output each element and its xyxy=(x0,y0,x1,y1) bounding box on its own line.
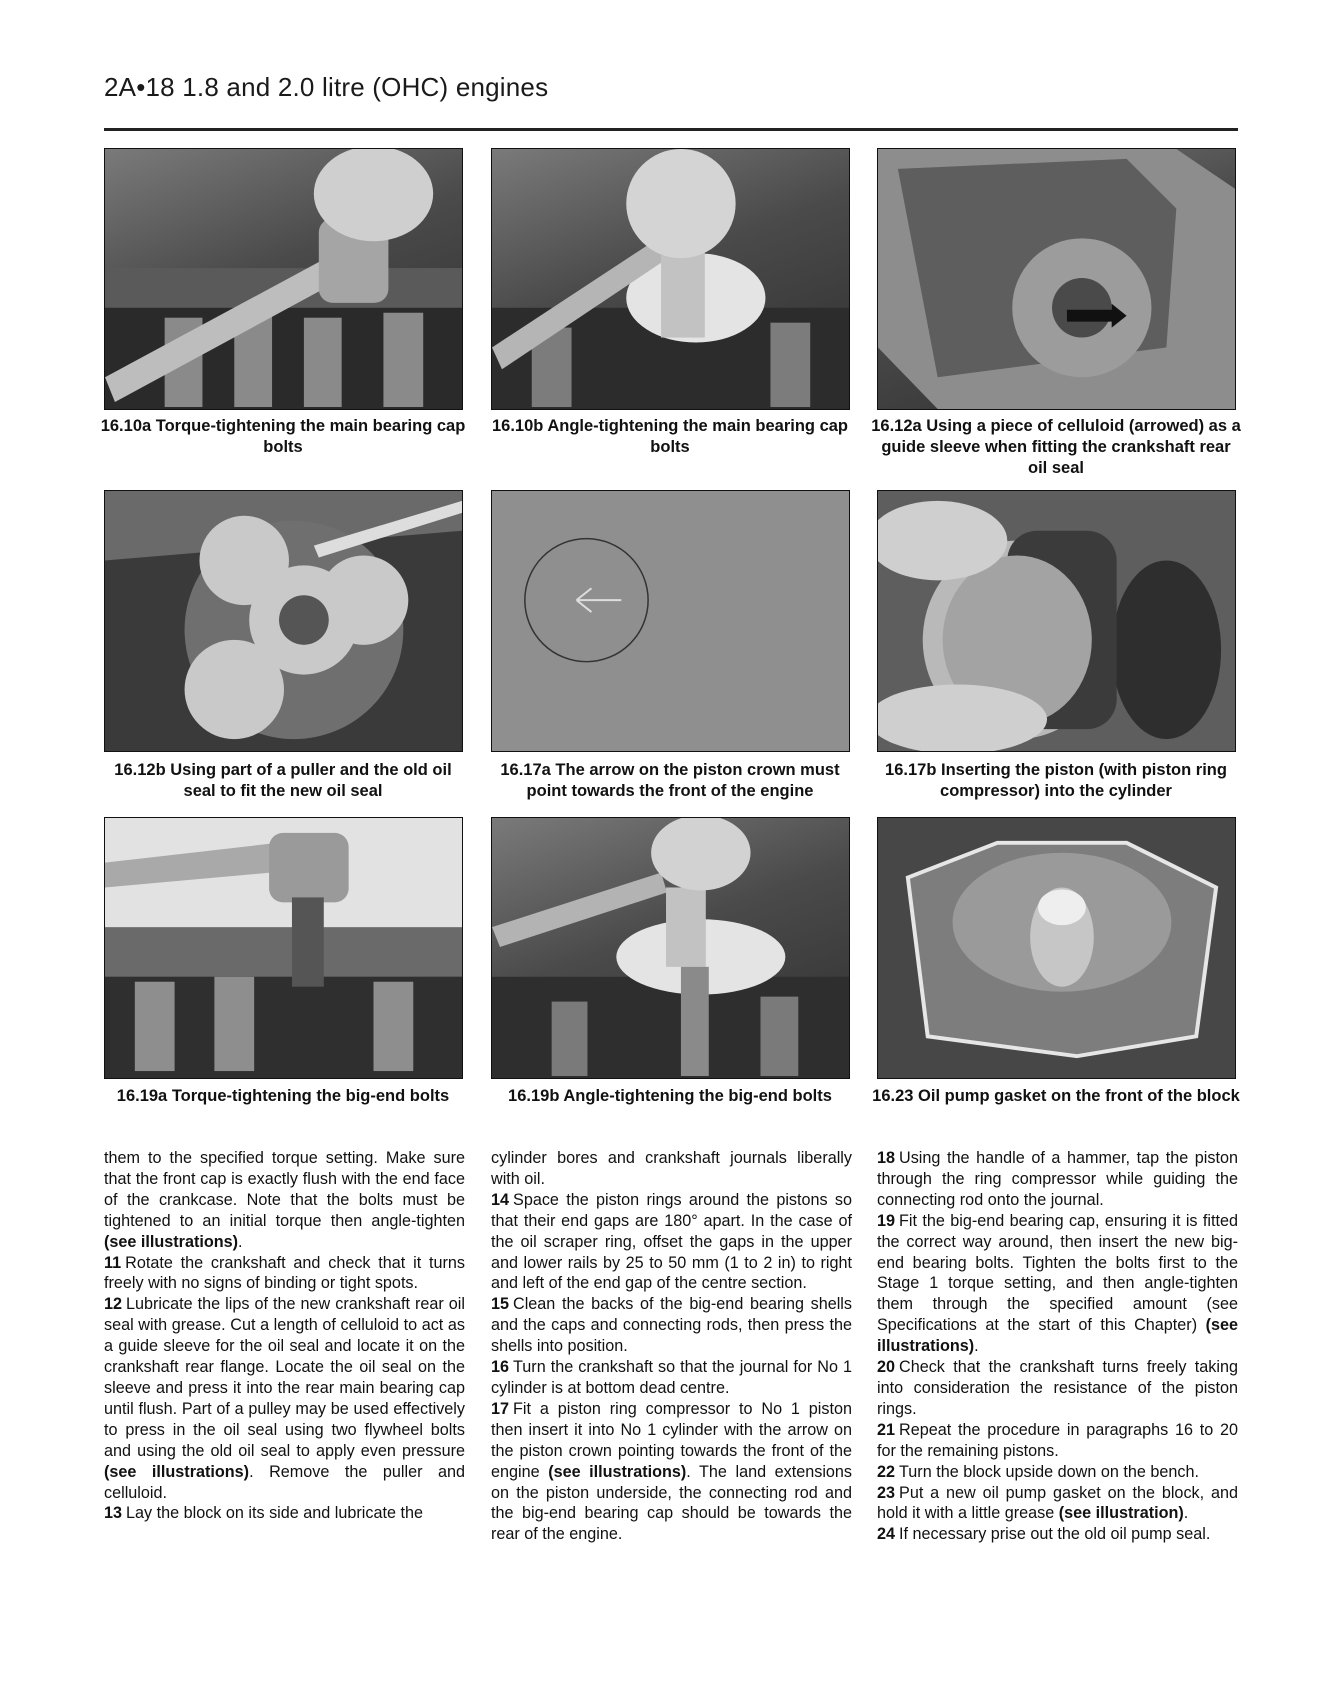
paragraph-text: Rotate the crankshaft and check that it turns freely with no signs of binding or tight spots. xyxy=(104,1253,465,1293)
paragraph xyxy=(104,1148,465,1253)
figure-caption: 16.10a Torque-tightening the main bearing cap bolts xyxy=(100,417,466,456)
paragraph-text: Check that the crankshaft turns freely taking into consideration the resistance of the piston rings. xyxy=(877,1358,1238,1418)
paragraph xyxy=(491,1148,852,1190)
paragraph-number: 22 xyxy=(877,1462,896,1481)
paragraph xyxy=(877,1357,1238,1420)
figure-16-19b-photo xyxy=(491,817,850,1079)
figure-16-12a-photo xyxy=(877,148,1236,410)
paragraph-number: 17 xyxy=(491,1399,510,1418)
paragraph-number: 14 xyxy=(491,1190,510,1209)
figure-caption: 16.12a Using a piece of celluloid (arrowed) as a guide sleeve when fitting the crankshaft rear oil seal xyxy=(871,417,1241,477)
illustration-reference: (see illustration) xyxy=(1058,1504,1184,1523)
figure-16-17a-photo xyxy=(491,490,850,752)
paragraph xyxy=(104,1253,465,1295)
paragraph-number: 19 xyxy=(877,1211,896,1230)
text-column-1 xyxy=(104,1148,465,1524)
text-column-3 xyxy=(877,1148,1238,1545)
figure-16-12b-photo xyxy=(104,490,463,752)
figure-16-10a-photo xyxy=(104,148,463,410)
paragraph xyxy=(104,1294,465,1503)
paragraph-text-after: . The land extensions on the piston underside, the connecting rod and the big-end bearing cap should be towards the rear of the engine. xyxy=(491,1462,853,1544)
header-rule xyxy=(104,128,1238,131)
paragraph xyxy=(877,1211,1238,1357)
paragraph-text-after: . xyxy=(238,1232,243,1251)
paragraph-text-after: . xyxy=(1183,1504,1189,1523)
figure-16-23-photo xyxy=(877,817,1236,1079)
paragraph-number: 20 xyxy=(877,1358,896,1377)
text-column-2 xyxy=(491,1148,852,1545)
illustration-reference: (see illustrations) xyxy=(877,1316,1239,1356)
paragraph xyxy=(877,1462,1238,1483)
page-header: 2A•18 1.8 and 2.0 litre (OHC) engines xyxy=(104,72,549,102)
paragraph-text: Fit the big-end bearing cap, ensuring it is fitted the correct way around, then insert the new big-end bearing bolts. Tighten the bolts first to the Stage 1 torque setting, and then angle-tighten them through the specified amount (see Specifications at the start of this Chapter) xyxy=(877,1211,1238,1335)
paragraph-number: 16 xyxy=(491,1358,510,1377)
paragraph xyxy=(877,1148,1238,1211)
paragraph xyxy=(491,1190,852,1295)
paragraph-text: cylinder bores and crankshaft journals liberally with oil. xyxy=(491,1149,852,1188)
paragraph-text: Clean the backs of the big-end bearing shells and the caps and connecting rods, then press the shells into position. xyxy=(491,1295,852,1356)
paragraph xyxy=(491,1399,852,1545)
paragraph-number: 24 xyxy=(877,1525,896,1544)
paragraph-number: 21 xyxy=(877,1420,896,1439)
figure-caption: 16.19b Angle-tightening the big-end bolts xyxy=(508,1087,832,1105)
paragraph-text: them to the specified torque setting. Make sure that the front cap is exactly flush with the end face of the crankcase. Note that the bolts must be tightened to an initial torque then angle-tighten xyxy=(104,1149,465,1230)
figure-caption: 16.17b Inserting the piston (with piston ring compressor) into the cylinder xyxy=(885,761,1227,800)
illustration-reference: (see illustrations) xyxy=(104,1462,250,1481)
paragraph-text: Put a new oil pump gasket on the block, and hold it with a little grease xyxy=(877,1483,1238,1523)
paragraph-text: Fit a piston ring compressor to No 1 piston then insert it into No 1 cylinder with the arrow on the piston crown pointing towards the front of the engine xyxy=(491,1399,852,1481)
figure-16-19a-photo xyxy=(104,817,463,1079)
paragraph xyxy=(491,1294,852,1357)
figure-16-17b-photo xyxy=(877,490,1236,752)
paragraph-number: 13 xyxy=(104,1504,123,1523)
paragraph-number: 11 xyxy=(104,1253,122,1272)
paragraph-text: If necessary prise out the old oil pump seal. xyxy=(899,1525,1211,1544)
figure-caption: 16.19a Torque-tightening the big-end bolts xyxy=(116,1087,450,1105)
paragraph-text: Lay the block on its side and lubricate the xyxy=(126,1504,423,1523)
illustration-reference: (see illustrations) xyxy=(548,1462,687,1481)
figure-caption: 16.17a The arrow on the piston crown must point towards the front of the engine xyxy=(500,761,840,800)
illustration-reference: (see illustrations) xyxy=(104,1232,239,1251)
paragraph-text-after: . Remove the puller and celluloid. xyxy=(104,1462,466,1502)
paragraph xyxy=(877,1524,1238,1545)
paragraph-text: Repeat the procedure in paragraphs 16 to 20 for the remaining pistons. xyxy=(877,1420,1238,1460)
paragraph-text: Using the handle of a hammer, tap the piston through the ring compressor while guiding the connecting rod onto the journal. xyxy=(877,1149,1238,1209)
figure-16-10b-photo xyxy=(491,148,850,410)
paragraph-text: Space the piston rings around the pistons so that their end gaps are 180° apart. In the case of the oil scraper ring, offset the gaps in the upper and lower rails by 25 to 50 mm (1 to 2 in) to right and left of the end gap of the centre section. xyxy=(491,1190,852,1293)
paragraph xyxy=(877,1483,1238,1525)
figure-caption: 16.23 Oil pump gasket on the front of the block xyxy=(872,1087,1240,1105)
paragraph-number: 18 xyxy=(877,1149,896,1167)
paragraph-text: Turn the crankshaft so that the journal for No 1 cylinder is at bottom dead centre. xyxy=(491,1358,852,1397)
paragraph-text-after: . xyxy=(974,1337,979,1356)
paragraph-number: 12 xyxy=(104,1295,123,1314)
paragraph-text: Lubricate the lips of the new crankshaft rear oil seal with grease. Cut a length of celluloid to act as a guide sleeve for the oil seal and locate it on the crankshaft rear flange. Locate the oil seal on the sleeve and press it into the rear main bearing cap until flush. Part of a pulley may be used effectively to press in the oil seal using two flywheel bolts and using the old oil seal to apply even pressure xyxy=(104,1295,465,1460)
paragraph xyxy=(877,1420,1238,1462)
paragraph xyxy=(104,1503,465,1524)
paragraph xyxy=(491,1357,852,1399)
paragraph-text: Turn the block upside down on the bench. xyxy=(899,1462,1199,1481)
paragraph-number: 15 xyxy=(491,1295,510,1314)
figure-caption: 16.10b Angle-tightening the main bearing cap bolts xyxy=(491,417,849,456)
paragraph-number: 23 xyxy=(877,1483,896,1502)
figure-caption: 16.12b Using part of a puller and the old oil seal to fit the new oil seal xyxy=(114,761,452,800)
